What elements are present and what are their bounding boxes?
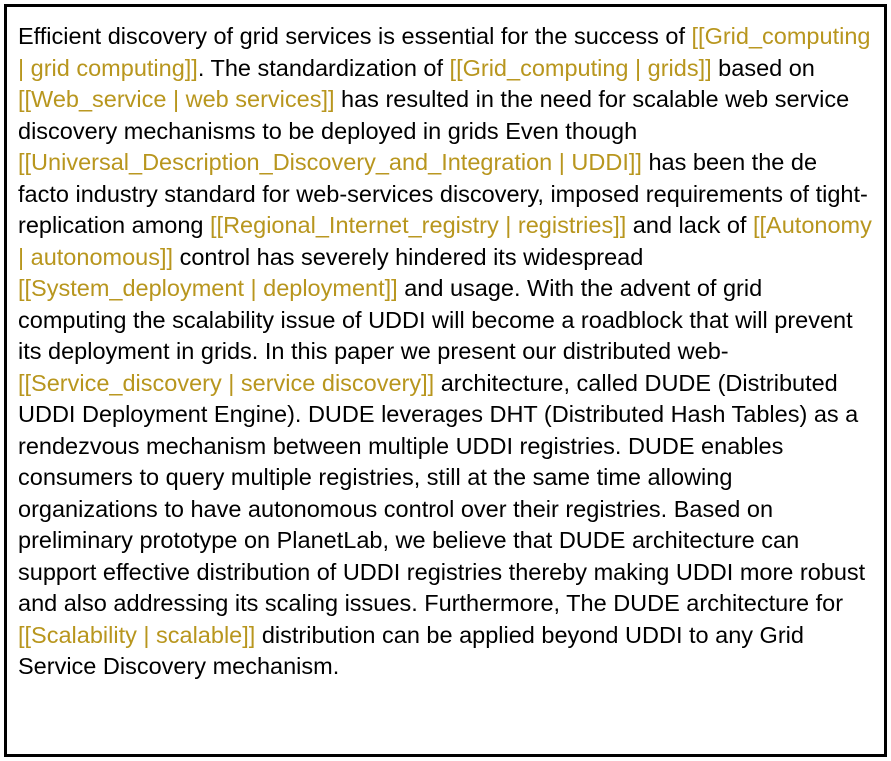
body-text: Efficient discovery of grid services is essential for the success of (18, 23, 692, 49)
body-text: based on (711, 54, 815, 81)
abstract-paragraph (18, 21, 874, 683)
document-frame (4, 4, 887, 757)
wiki-link[interactable]: [[System_deployment | deployment]] (18, 275, 398, 301)
wiki-link[interactable]: [[Web_service | web services]] (18, 86, 335, 112)
wiki-link[interactable]: [[Service_discovery | service discovery]] (18, 369, 435, 396)
body-text: has been the de facto industry standard for web-services discovery, imposed requirements of tight-replication among (18, 149, 868, 238)
wiki-link[interactable]: [[Grid_computing | grids]] (449, 54, 712, 81)
wiki-link[interactable]: [[Universal_Description_Discovery_and_Integration | UDDI]] (18, 149, 642, 175)
body-text: distribution can be applied beyond UDDI to any Grid Service Discovery mechanism. (18, 621, 804, 679)
wiki-link[interactable]: [[Scalability | scalable]] (18, 621, 256, 648)
wiki-link[interactable]: [[Grid_computing | grid computing]] (18, 23, 871, 81)
body-text: . The standardization of (197, 54, 450, 81)
body-text: has resulted in the need for scalable web service discovery mechanisms to be deployed in grids Even though (18, 86, 850, 144)
body-text: and usage. With the advent of grid computing the scalability issue of UDDI will become a roadblock that will prevent its deployment in grids. In this paper we present our distributed web- (18, 275, 853, 364)
body-text: and lack of (626, 212, 753, 238)
wiki-link[interactable]: [[Autonomy | autonomous]] (18, 212, 872, 270)
wiki-link[interactable]: [[Regional_Internet_registry | registries]] (210, 212, 627, 238)
body-text: architecture, called DUDE (Distributed UDDI Deployment Engine). DUDE leverages DHT (Distributed Hash Tables) as a rendezvous mechanism between multiple UDDI registries. DUDE enables consumers to query multiple registries, still at the same time allowing organizations to have autonomous control over their registries. Based on preliminary prototype on PlanetLab, we believe that DUDE architecture can support effective distribution of UDDI registries thereby making UDDI more robust and also addressing its scaling issues. Furthermore, The DUDE architecture for (18, 369, 866, 616)
body-text: control has severely hindered its widespread (173, 243, 644, 270)
